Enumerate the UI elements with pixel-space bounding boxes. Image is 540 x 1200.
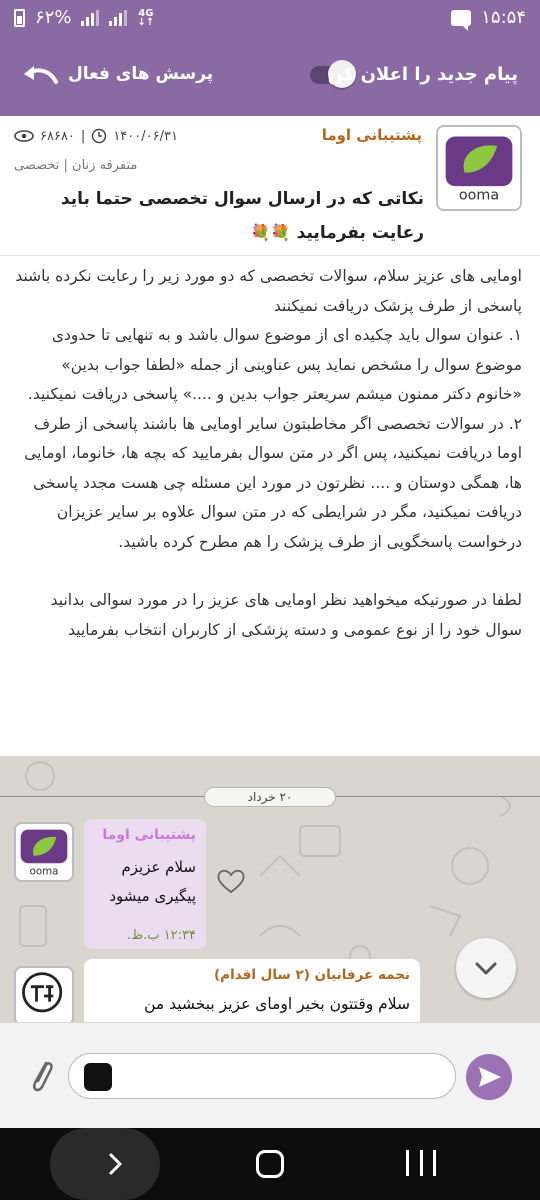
paperclip-icon[interactable]	[26, 1055, 56, 1097]
scroll-down-button[interactable]	[456, 938, 516, 998]
signal-icon	[81, 10, 99, 26]
post-paragraph-intro: اومایی های عزیز سلام، سوالات تخصصی که دو مورد زیر را رعایت نکرده باشند پاسخی از طرف پزشک دریافت نمیکنند	[15, 267, 522, 315]
send-button[interactable]	[466, 1054, 512, 1100]
message-author: پشتیبانی اوما	[102, 827, 196, 843]
chat-message-user[interactable]	[84, 959, 420, 1022]
chevron-right-icon	[50, 1128, 160, 1200]
toolbar	[0, 36, 540, 116]
paragraph-spacer	[14, 557, 522, 586]
nav-home-button[interactable]	[256, 1150, 284, 1178]
message-text: سلام وقتتون بخیر اومای عزیز ببخشید من	[144, 995, 410, 1013]
eye-icon	[14, 130, 34, 142]
post-category: متفرقه زنان | تخصصی	[14, 158, 138, 173]
message-author: نجمه عرفانیان (۲ سال اقدام)	[214, 967, 410, 983]
post-header	[0, 116, 540, 256]
svg-text:ooma: ooma	[458, 187, 500, 204]
active-questions-link[interactable]: پرسش های فعال	[68, 64, 214, 84]
network-type: 4G ↓↑	[137, 7, 155, 28]
post-meta	[14, 128, 178, 144]
chat-date: ۲۰ خرداد	[204, 787, 336, 807]
notify-label: پیام جدید را اعلان کن	[327, 64, 518, 85]
status-right	[451, 7, 526, 28]
nav-recents-button[interactable]	[406, 1150, 436, 1176]
post-title-text: نکاتی که در ارسال سوال تخصصی حتما باید رعایت بفرمایید	[60, 189, 424, 243]
post-paragraph-note: لطفا در صورتیکه میخواهید نظر اومایی های عزیز را در مورد سوالی بدانید سوال خود را از نوع عمومی و دسته پزشکی از کاربران انتخاب بفرمایید	[50, 591, 522, 639]
chat-avatar-ooma[interactable]	[14, 822, 74, 882]
post-paragraph-rule-2: ۲. در سوالات تخصصی اگر مخاطبتون سایر اومایی ها باشند پاسخی از طرف اوما دریافت نمیکنید، پس اگر در متن سوال بفرمایید که بچه ها، خانوما، اومایی ها، همگی دوستان و .... نظرتون در مورد این مسئله چی هست مجدد پاسخی دریافت نمیکنید، مگر در شرایطی که در متن سوال علاوه بر سایر عزیزان درخواست پاسخگویی از طرف پزشک را هم مطرح کرده باشید.	[24, 414, 522, 551]
signal-icon-2	[109, 10, 127, 26]
svg-text:ooma: ooma	[29, 865, 59, 878]
ooma-logo	[436, 125, 522, 211]
redacted-content	[84, 1063, 112, 1091]
heart-icon[interactable]	[216, 868, 246, 894]
chat-area[interactable]	[0, 756, 540, 1022]
message-time: ۱۲:۳۴ ب.ظ.	[127, 928, 196, 943]
flower-emoji: 💐💐	[250, 223, 291, 242]
send-icon	[466, 1054, 512, 1100]
status-left	[14, 7, 154, 28]
chevron-down-icon	[456, 938, 516, 998]
post-date: ۱۴۰۰/۰۶/۳۱	[113, 128, 178, 144]
status-bar	[0, 0, 540, 36]
battery-level: ۶۲%	[35, 7, 72, 28]
message-input-bar	[0, 1022, 540, 1128]
views-count: ۶۸۶۸۰	[40, 128, 75, 144]
battery-icon	[14, 9, 25, 27]
post-author[interactable]: پشتیبانی اوما	[321, 126, 422, 144]
nav-back-button[interactable]	[50, 1128, 160, 1200]
post-paragraph-rule-1: ۱. عنوان سوال باید چکیده ای از موضوع سوال باشد و به تنهایی تا حدودی موضوع سوال را مشخص نماید پس عناوینی از جمله «لطفا جواب بدین» «خانوم دکتر ممنون میشم سریعتر جواب بدین و ....» پاسخی دریافت نمیکنید.	[27, 326, 522, 403]
clock-icon	[91, 128, 107, 144]
back-arrow-icon[interactable]	[20, 62, 60, 88]
message-input[interactable]	[68, 1053, 456, 1099]
post-title	[24, 182, 424, 250]
message-text: سلام عزیزم پیگیری میشود	[109, 858, 196, 905]
status-time: ۱۵:۵۴	[481, 7, 526, 28]
post-body	[14, 262, 522, 645]
chat-avatar-user[interactable]	[14, 966, 74, 1022]
meta-separator: |	[80, 128, 86, 144]
chat-message-support[interactable]	[84, 819, 206, 949]
system-nav-bar	[0, 1128, 540, 1200]
message-notification-icon	[451, 10, 471, 26]
